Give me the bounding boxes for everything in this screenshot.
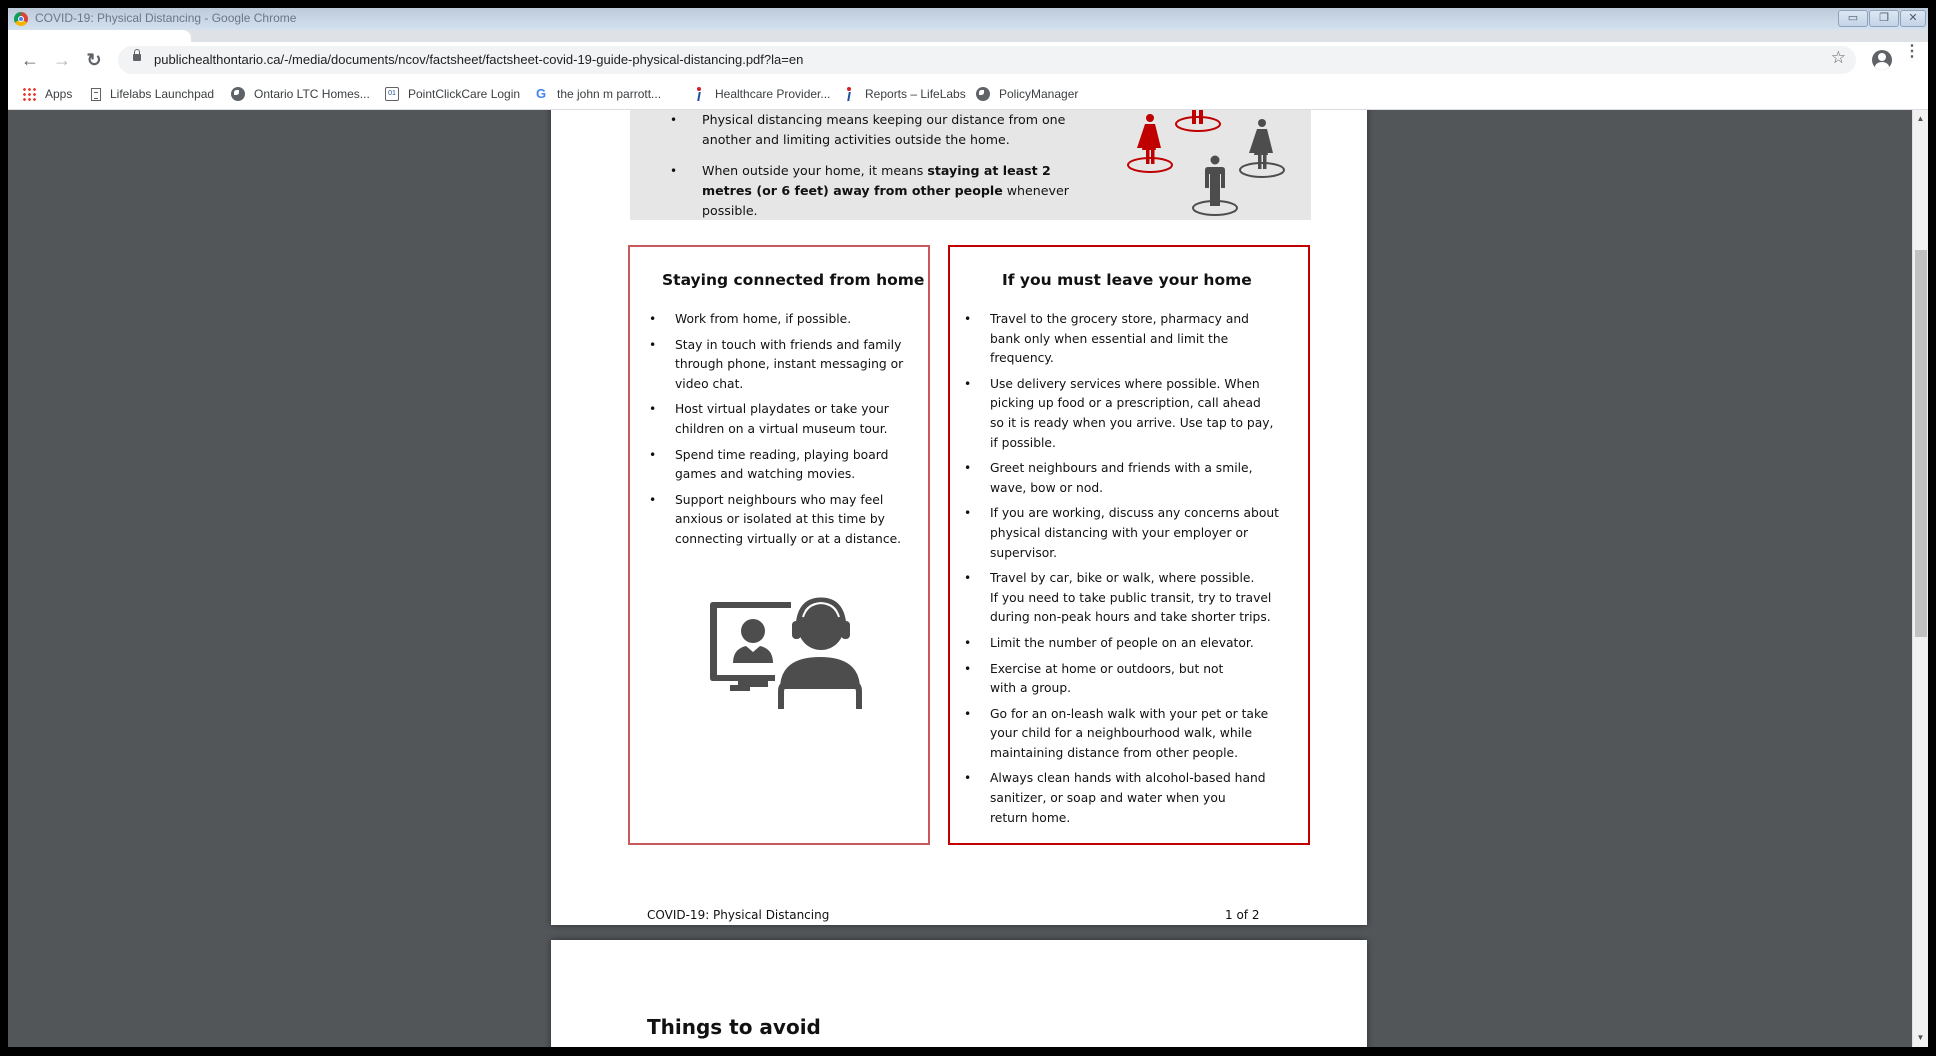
bookmark-label: PointClickCare Login bbox=[408, 87, 521, 101]
list-item: • Spend time reading, playing board games and watching movies. bbox=[649, 446, 919, 485]
back-arrow-icon[interactable]: ← bbox=[21, 50, 39, 70]
tab-strip bbox=[8, 30, 1928, 42]
bookmark-john-m-parrott[interactable] bbox=[534, 78, 661, 110]
list-item: • Travel to the grocery store, pharmacy and bank only when essential and limit the frequency. bbox=[964, 310, 1304, 369]
restore-button[interactable]: ❐ bbox=[1869, 10, 1899, 27]
list-item: • Always clean hands with alcohol-based hand sanitizer, or soap and water when you return home. bbox=[964, 769, 1304, 828]
box-heading: If you must leave your home bbox=[1002, 271, 1252, 289]
intro-bold-text: staying at least 2 metres (or 6 feet) away from other people bbox=[702, 163, 1051, 198]
intro-bullet bbox=[670, 161, 1090, 221]
intro-text: whenever possible. bbox=[702, 183, 1069, 218]
list-item: • Host virtual playdates or take your children on a virtual museum tour. bbox=[649, 400, 919, 439]
person-grey-woman-icon bbox=[1240, 119, 1284, 177]
list-item: • Greet neighbours and friends with a smile, wave, bow or nod. bbox=[964, 459, 1304, 498]
url-text[interactable]: publichealthontario.ca/-/media/documents/ncov/factsheet/factsheet-covid-19-guide-physical-distancing.pdf?la=en bbox=[154, 52, 804, 67]
list-item: • If you are working, discuss any concerns about physical distancing with your employer or supervisor. bbox=[964, 504, 1304, 563]
bookmark-lifelabs-launchpad[interactable] bbox=[91, 78, 214, 110]
bookmark-label: Apps bbox=[45, 87, 73, 101]
video-chat-icon bbox=[708, 597, 868, 709]
list-item: • Support neighbours who may feel anxious or isolated at this time by connecting virtually or at a distance. bbox=[649, 491, 919, 550]
list-item: • Work from home, if possible. bbox=[649, 310, 919, 330]
person-grey-man-icon bbox=[1193, 156, 1237, 216]
bookmark-apps[interactable] bbox=[22, 78, 72, 110]
bookmark-policymanager[interactable] bbox=[976, 78, 1078, 110]
person-red-woman-icon bbox=[1128, 114, 1172, 172]
forward-arrow-icon[interactable]: → bbox=[53, 50, 71, 70]
pdf-page-1 bbox=[551, 110, 1367, 925]
minimize-button[interactable]: ▭ bbox=[1838, 10, 1868, 27]
bookmarks-bar bbox=[8, 78, 1928, 110]
google-icon: G bbox=[535, 86, 547, 101]
bookmark-label: Healthcare Provider... bbox=[715, 87, 831, 101]
lifelabs-icon bbox=[842, 87, 856, 101]
list-item: • Go for an on-leash walk with your pet or take your child for a neighbourhood walk, while maintaining distance from other people. bbox=[964, 705, 1304, 764]
list-item: • Stay in touch with friends and family through phone, instant messaging or video chat. bbox=[649, 336, 919, 395]
pdf-page-2 bbox=[551, 940, 1367, 1047]
page-footer-title: COVID-19: Physical Distancing bbox=[647, 908, 830, 922]
address-bar[interactable] bbox=[118, 46, 1856, 74]
intro-box bbox=[630, 110, 1311, 220]
bookmark-label: Ontario LTC Homes... bbox=[254, 87, 370, 101]
bookmark-healthcare-provider[interactable] bbox=[692, 78, 830, 110]
browser-toolbar bbox=[8, 42, 1928, 78]
scrollbar-thumb[interactable] bbox=[1915, 250, 1927, 637]
page-number: 1 of 2 bbox=[1225, 908, 1260, 922]
leave-home-box bbox=[948, 245, 1310, 845]
list-item: • Exercise at home or outdoors, but not with a group. bbox=[964, 660, 1304, 699]
globe-icon bbox=[976, 87, 990, 101]
close-button[interactable]: ✕ bbox=[1900, 10, 1926, 27]
box-heading: Staying connected from home bbox=[662, 271, 925, 289]
profile-avatar-icon[interactable] bbox=[1872, 50, 1892, 70]
list-item: • Travel by car, bike or walk, where possible. If you need to take public transit, try to travel during non-peak hours and take shorter trips. bbox=[964, 569, 1304, 628]
intro-text: When outside your home, it means bbox=[702, 163, 928, 178]
bookmark-ontario-ltc-homes[interactable] bbox=[231, 78, 370, 110]
intro-text: Physical distancing means keeping our distance from one another and limiting activities outside the home. bbox=[702, 112, 1066, 147]
intro-bullet bbox=[670, 110, 1090, 150]
active-tab[interactable] bbox=[8, 30, 191, 42]
chrome-menu-icon[interactable]: ⋮ bbox=[1904, 43, 1920, 60]
bookmark-label: the john m parrott... bbox=[557, 87, 662, 101]
pointclickcare-icon: 01 bbox=[385, 87, 399, 101]
bookmark-star-icon[interactable]: ☆ bbox=[1830, 48, 1846, 67]
staying-connected-list bbox=[649, 310, 919, 556]
list-item: • Use delivery services where possible. When picking up food or a prescription, call ahead so it is ready when you arrive. Use tap to pay, if possible. bbox=[964, 375, 1304, 453]
bookmark-label: Lifelabs Launchpad bbox=[110, 87, 215, 101]
staying-connected-box bbox=[628, 245, 930, 845]
scroll-up-arrow-icon[interactable]: ▲ bbox=[1916, 114, 1925, 123]
intro-list bbox=[670, 110, 1090, 232]
window-title: COVID-19: Physical Distancing - Google Chrome bbox=[35, 11, 297, 25]
chrome-logo-icon bbox=[14, 12, 28, 26]
list-item: • Limit the number of people on an elevator. bbox=[964, 634, 1304, 654]
leave-home-list bbox=[964, 310, 1304, 834]
vertical-scrollbar[interactable] bbox=[1912, 110, 1928, 1047]
globe-icon bbox=[231, 87, 245, 101]
bookmark-reports-lifelabs[interactable] bbox=[842, 78, 966, 110]
document-icon bbox=[91, 88, 101, 101]
lifelabs-icon bbox=[692, 87, 706, 101]
things-to-avoid-heading: Things to avoid bbox=[647, 1015, 821, 1039]
lock-icon[interactable] bbox=[133, 54, 141, 61]
bookmark-label: PolicyManager bbox=[999, 87, 1079, 101]
scroll-down-arrow-icon[interactable]: ▼ bbox=[1916, 1033, 1925, 1042]
window-titlebar bbox=[8, 8, 1928, 30]
apps-icon bbox=[22, 87, 36, 101]
bookmark-label: Reports – LifeLabs bbox=[865, 87, 966, 101]
distanced-people-icon bbox=[1120, 110, 1300, 220]
pdf-viewer[interactable] bbox=[8, 110, 1928, 1047]
person-red-partial-icon bbox=[1176, 110, 1220, 131]
reload-icon[interactable]: ↻ bbox=[86, 50, 102, 70]
bookmark-pointclickcare[interactable] bbox=[385, 78, 520, 110]
